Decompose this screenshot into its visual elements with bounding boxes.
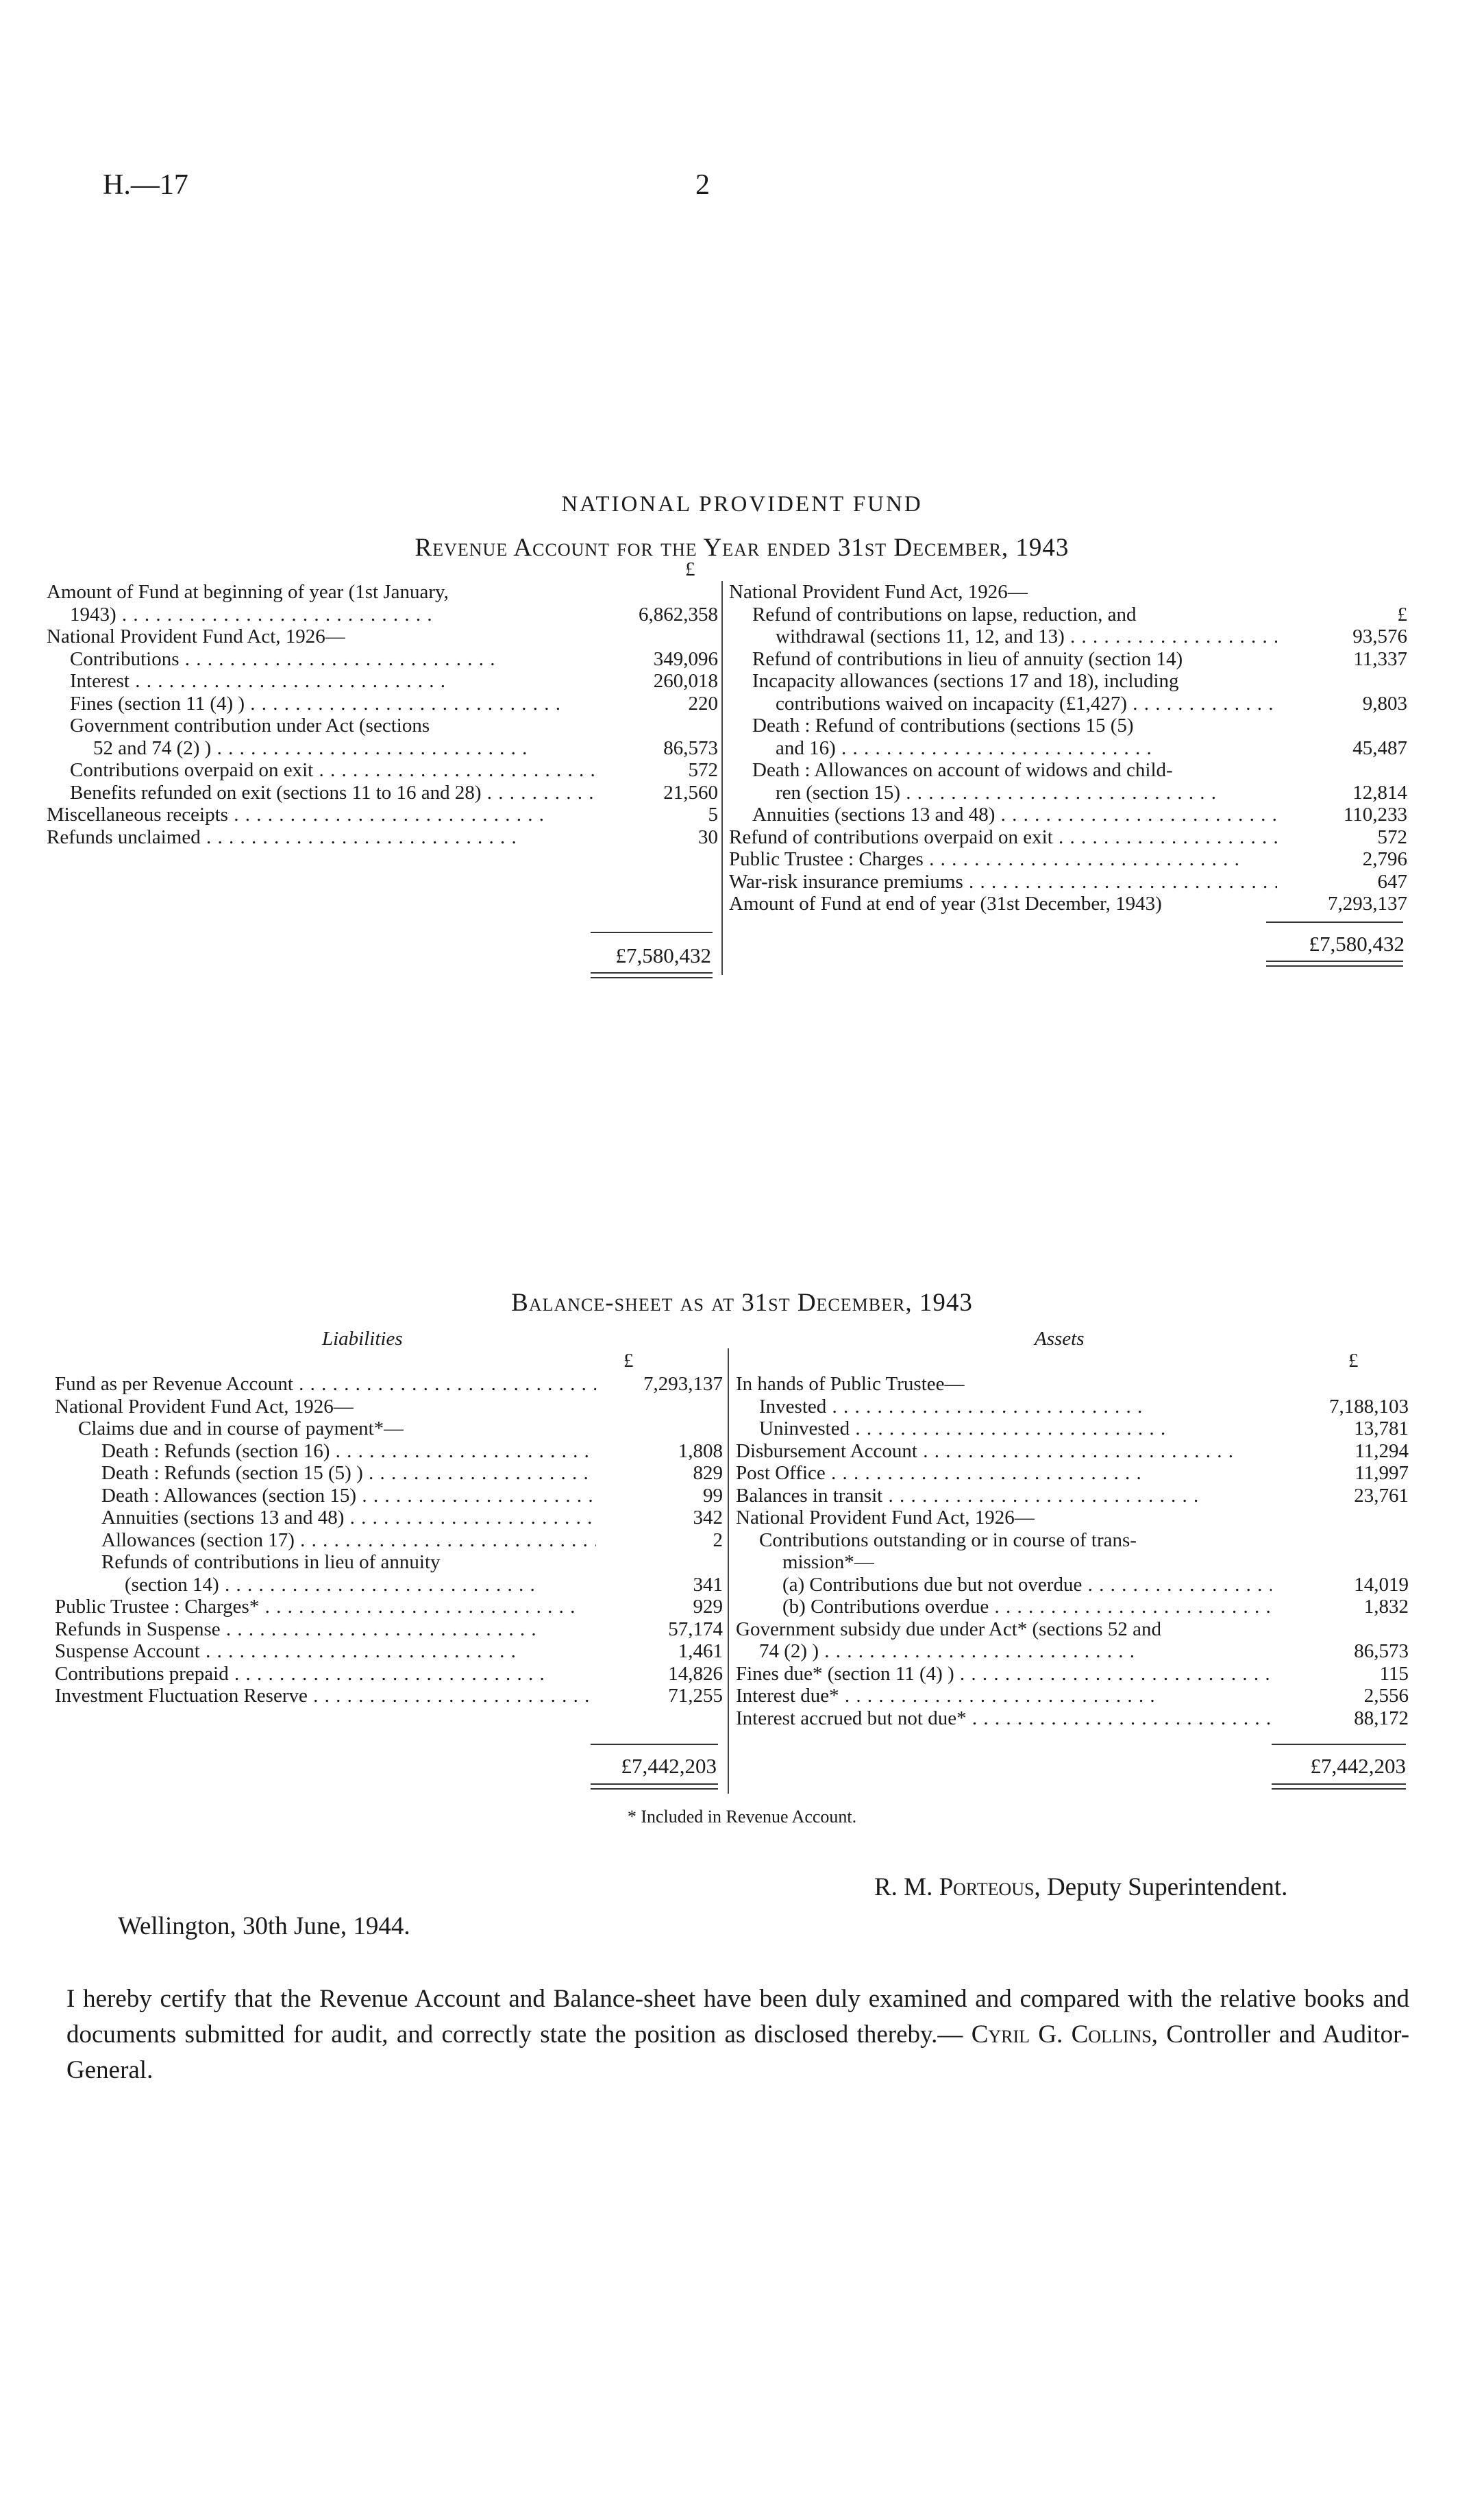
- line-item-label: Death : Allowances on account of widows and child-: [752, 759, 1173, 781]
- line-item-label: Claims due and in course of payment*—: [78, 1418, 404, 1439]
- balance-sheet-column-divider: [728, 1348, 729, 1794]
- line-item-label: National Provident Fund Act, 1926—: [736, 1507, 1035, 1529]
- page-header: [0, 169, 1484, 210]
- line-item-label: Investment Fluctuation Reserve . .: [55, 1685, 596, 1707]
- assets-double-rule: [1272, 1783, 1406, 1790]
- line-item-amount: 260,018: [653, 670, 718, 692]
- line-item-label: Balances in transit . .: [736, 1485, 1199, 1507]
- line-item-label: Refunds unclaimed . .: [47, 826, 517, 849]
- line-item-amount: 1,832: [1363, 1596, 1409, 1618]
- line-item-label: National Provident Fund Act, 1926—: [55, 1395, 354, 1418]
- line-item-label: Suspense Account . .: [55, 1640, 517, 1663]
- revenue-left-row: [47, 759, 718, 782]
- line-item-amount: 11,997: [1355, 1462, 1409, 1484]
- signer-name: R. M. Porteous: [874, 1873, 1035, 1901]
- line-item-label: withdrawal (sections 11, 12, and 13) . .: [776, 626, 1277, 648]
- line-item-label: Contributions prepaid . .: [55, 1663, 545, 1685]
- assets-row: [736, 1529, 1409, 1552]
- line-item-label: 52 and 74 (2) ) . .: [93, 737, 528, 760]
- assets-row: [736, 1551, 1409, 1574]
- assets-row: [736, 1373, 1409, 1396]
- revenue-right-row: [729, 804, 1407, 826]
- line-item-amount: 572: [1377, 826, 1407, 848]
- line-item-amount: 110,233: [1343, 804, 1407, 826]
- line-item-amount: 341: [693, 1573, 723, 1596]
- assets-row: [736, 1462, 1409, 1485]
- line-item-label: Death : Allowances (section 15) . .: [101, 1485, 596, 1507]
- assets-row: [736, 1574, 1409, 1596]
- line-item-label: Fines (section 11 (4) ) . .: [70, 693, 561, 715]
- liabilities-row: [55, 1551, 723, 1574]
- line-item-label: Refunds in Suspense . .: [55, 1618, 537, 1641]
- line-item-label: In hands of Public Trustee—: [736, 1373, 965, 1395]
- liabilities-row: [55, 1685, 723, 1707]
- liabilities-row: [55, 1440, 723, 1463]
- revenue-right-row: [729, 581, 1407, 604]
- line-item-amount: 1,461: [678, 1640, 723, 1662]
- footnote: * Included in Revenue Account.: [627, 1807, 857, 1827]
- revenue-left-row: [47, 804, 718, 826]
- line-item-label: Uninvested . .: [759, 1418, 1166, 1440]
- line-item-label: (section 14) . .: [125, 1574, 536, 1596]
- line-item-amount: 7,188,103: [1329, 1395, 1409, 1418]
- revenue-left-row: [47, 782, 718, 804]
- line-item-label: Government contribution under Act (sections: [70, 715, 430, 737]
- liabilities-row: [55, 1663, 723, 1685]
- revenue-right-row: [729, 648, 1407, 671]
- balance-sheet-title: Balance-sheet as at 31st December, 1943: [511, 1289, 973, 1317]
- line-item-label: Benefits refunded on exit (sections 11 to 16 and 28) . .: [70, 782, 598, 804]
- assets-row: [736, 1440, 1409, 1463]
- assets-row: [736, 1685, 1409, 1707]
- page-number: 2: [695, 169, 710, 201]
- line-item-label: Refund of contributions overpaid on exit . .: [729, 826, 1277, 849]
- line-item-amount: 86,573: [663, 737, 718, 759]
- revenue-right-row: [729, 893, 1407, 915]
- line-item-label: Government subsidy due under Act* (sections 52 and: [736, 1618, 1161, 1640]
- line-item-amount: 45,487: [1352, 737, 1407, 759]
- line-item-label: Contributions . .: [70, 648, 496, 671]
- line-item-label: Refund of contributions in lieu of annuity (section 14): [752, 647, 1183, 670]
- assets-list: [736, 1373, 1409, 1729]
- assets-currency-symbol: £: [1348, 1350, 1359, 1372]
- line-item-amount: 929: [693, 1596, 723, 1618]
- revenue-receipts-list: [47, 581, 718, 848]
- liabilities-row: [55, 1596, 723, 1618]
- signer-title: , Deputy Superintendent.: [1034, 1873, 1288, 1901]
- line-item-label: (b) Contributions overdue . .: [782, 1596, 1272, 1618]
- liabilities-row: [55, 1529, 723, 1552]
- liabilities-row: [55, 1373, 723, 1396]
- revenue-right-row: [729, 759, 1407, 782]
- revenue-left-row: [47, 670, 718, 693]
- revenue-right-row: [729, 604, 1407, 626]
- line-item-label: Interest accrued but not due* . .: [736, 1707, 1272, 1730]
- line-item-label: Miscellaneous receipts . .: [47, 804, 545, 826]
- line-item-amount: 21,560: [663, 781, 718, 804]
- line-item-label: National Provident Fund Act, 1926—: [729, 581, 1028, 603]
- line-item-amount: 349,096: [653, 647, 718, 670]
- line-item-label: Death : Refund of contributions (sections 15 (5): [752, 715, 1134, 737]
- revenue-right-double-rule: [1266, 961, 1403, 967]
- line-item-label: 74 (2) ) . .: [759, 1640, 1135, 1663]
- line-item-amount: 71,255: [668, 1685, 723, 1707]
- line-item-label: Death : Refunds (section 15 (5) ) . .: [101, 1462, 596, 1485]
- line-item-label: Annuities (sections 13 and 48) . .: [101, 1507, 596, 1529]
- assets-row: [736, 1663, 1409, 1685]
- liabilities-row: [55, 1574, 723, 1596]
- revenue-account-title: Revenue Account for the Year ended 31st December, 1943: [415, 534, 1069, 562]
- line-item-label: Amount of Fund at end of year (31st December, 1943): [729, 893, 1162, 915]
- line-item-amount: 12,814: [1352, 781, 1407, 804]
- fund-title: NATIONAL PROVIDENT FUND: [561, 492, 923, 517]
- line-item-label: Interest due* . .: [736, 1685, 1156, 1707]
- signature-block: [874, 1872, 1287, 1902]
- line-item-amount: 6,862,358: [639, 603, 718, 626]
- liabilities-total-rule: [591, 1744, 718, 1745]
- liabilities-row: [55, 1396, 723, 1418]
- line-item-amount: 7,293,137: [1328, 893, 1407, 915]
- line-item-amount: 88,172: [1354, 1707, 1409, 1729]
- line-item-amount: 13,781: [1354, 1418, 1409, 1439]
- revenue-left-total-rule: [591, 932, 713, 933]
- line-item-label: Fines due* (section 11 (4) ) . .: [736, 1663, 1271, 1685]
- revenue-right-row: [729, 693, 1407, 715]
- line-item-label: Refunds of contributions in lieu of annuity: [101, 1551, 441, 1573]
- line-item-label: 1943) . .: [70, 604, 433, 626]
- certification-text: I hereby certify that the Revenue Account and Balance-sheet have been duly examined and compared with the relative books and documents submitted for audit, and correctly state the position as disclosed thereby.—: [66, 1985, 1409, 2049]
- assets-row: [736, 1396, 1409, 1418]
- assets-row: [736, 1640, 1409, 1663]
- line-item-amount: 220: [688, 692, 718, 715]
- liabilities-heading: Liabilities: [322, 1328, 403, 1350]
- revenue-right-row: [729, 871, 1407, 893]
- line-item-amount: 86,573: [1354, 1640, 1409, 1662]
- line-item-amount: 57,174: [668, 1618, 723, 1640]
- line-item-amount: 11,294: [1355, 1439, 1409, 1462]
- line-item-label: mission*—: [782, 1551, 874, 1573]
- line-item-amount: 11,337: [1353, 647, 1407, 670]
- liabilities-list: [55, 1373, 723, 1707]
- line-item-label: Allowances (section 17) . .: [101, 1529, 596, 1552]
- line-item-amount: 829: [693, 1462, 723, 1484]
- line-item-amount: 2: [713, 1529, 723, 1551]
- line-item-amount: 2,796: [1362, 848, 1407, 870]
- assets-total-rule: [1272, 1744, 1406, 1745]
- line-item-label: National Provident Fund Act, 1926—: [47, 626, 345, 647]
- assets-row: [736, 1485, 1409, 1507]
- line-item-amount: 23,761: [1354, 1484, 1409, 1507]
- line-item-amount: 7,293,137: [643, 1373, 723, 1395]
- line-item-label: Disbursement Account . .: [736, 1440, 1234, 1463]
- revenue-left-row: [47, 581, 718, 604]
- line-item-label: Amount of Fund at beginning of year (1st January,: [47, 581, 449, 603]
- assets-row: [736, 1596, 1409, 1618]
- line-item-amount: 99: [703, 1484, 723, 1507]
- revenue-right-total-rule: [1266, 921, 1403, 923]
- line-item-label: and 16) . .: [776, 737, 1152, 760]
- line-item-label: Refund of contributions on lapse, reduction, and: [752, 603, 1137, 626]
- line-item-label: Public Trustee : Charges* . .: [55, 1596, 576, 1618]
- line-item-amount: 14,826: [668, 1662, 723, 1685]
- line-item-amount: 5: [708, 804, 718, 826]
- assets-heading: Assets: [1035, 1328, 1085, 1350]
- revenue-right-row: [729, 737, 1407, 760]
- liabilities-double-rule: [591, 1783, 718, 1790]
- line-item-label: contributions waived on incapacity (£1,427) . .: [776, 693, 1277, 715]
- revenue-left-row: [47, 626, 718, 648]
- revenue-left-double-rule: [591, 972, 713, 978]
- line-item-label: Contributions outstanding or in course of trans-: [759, 1529, 1137, 1551]
- assets-total: £7,442,203: [1310, 1754, 1406, 1778]
- revenue-left-row: [47, 693, 718, 715]
- line-item-label: Fund as per Revenue Account . .: [55, 1373, 596, 1396]
- revenue-right-row: [729, 670, 1407, 693]
- liabilities-row: [55, 1462, 723, 1485]
- audit-certification: [66, 1981, 1409, 2088]
- liabilities-row: [55, 1485, 723, 1507]
- left-currency-symbol: £: [685, 558, 695, 580]
- line-item-label: Public Trustee : Charges . .: [729, 848, 1240, 871]
- assets-row: [736, 1418, 1409, 1440]
- line-item-label: Invested . .: [759, 1396, 1143, 1418]
- assets-row: [736, 1707, 1409, 1730]
- revenue-payments-list: [729, 581, 1407, 915]
- liabilities-row: [55, 1507, 723, 1529]
- document-reference: H.—17: [103, 169, 188, 201]
- liabilities-currency-symbol: £: [623, 1350, 634, 1372]
- line-item-label: (a) Contributions due but not overdue . .: [782, 1574, 1272, 1596]
- revenue-left-row: [47, 715, 718, 737]
- line-item-amount: 30: [698, 826, 718, 848]
- line-item-label: ren (section 15) . .: [776, 782, 1217, 804]
- line-item-amount: 647: [1377, 870, 1407, 893]
- liabilities-row: [55, 1618, 723, 1641]
- revenue-right-row: [729, 848, 1407, 871]
- line-item-label: Interest . .: [70, 670, 446, 693]
- liabilities-row: [55, 1418, 723, 1440]
- line-item-label: Incapacity allowances (sections 17 and 18), including: [752, 670, 1179, 692]
- line-item-amount: 93,576: [1352, 626, 1407, 647]
- revenue-column-divider: [721, 581, 723, 975]
- line-item-amount: 572: [688, 759, 718, 781]
- liabilities-total: £7,442,203: [621, 1754, 717, 1778]
- line-item-label: Death : Refunds (section 16) . .: [101, 1440, 596, 1463]
- revenue-left-row: [47, 604, 718, 626]
- assets-row: [736, 1618, 1409, 1641]
- line-item-amount: £: [1397, 603, 1407, 626]
- revenue-left-row: [47, 737, 718, 760]
- revenue-right-row: [729, 626, 1407, 648]
- revenue-left-row: [47, 826, 718, 849]
- line-item-label: Annuities (sections 13 and 48) . .: [752, 804, 1277, 826]
- liabilities-row: [55, 1640, 723, 1663]
- auditor-name: Cyril G. Collins: [971, 2020, 1152, 2049]
- line-item-label: War-risk insurance premiums . .: [729, 871, 1277, 893]
- line-item-label: Contributions overpaid on exit . .: [70, 759, 598, 782]
- auditor-title: , Controller and Auditor-General.: [66, 2020, 1410, 2084]
- line-item-amount: 9,803: [1362, 692, 1407, 715]
- line-item-amount: 14,019: [1354, 1573, 1409, 1596]
- line-item-amount: 1,808: [678, 1439, 723, 1462]
- line-item-amount: 2,556: [1363, 1685, 1409, 1707]
- revenue-right-total: £7,580,432: [1309, 932, 1405, 956]
- line-item-label: Post Office . .: [736, 1462, 1142, 1485]
- revenue-right-row: [729, 826, 1407, 849]
- revenue-left-total: £7,580,432: [615, 943, 711, 967]
- revenue-right-row: [729, 782, 1407, 804]
- place-and-date: Wellington, 30th June, 1944.: [118, 1912, 410, 1940]
- line-item-amount: 115: [1379, 1662, 1409, 1685]
- line-item-amount: 342: [693, 1507, 723, 1529]
- revenue-left-row: [47, 648, 718, 671]
- assets-row: [736, 1507, 1409, 1529]
- revenue-right-row: [729, 715, 1407, 737]
